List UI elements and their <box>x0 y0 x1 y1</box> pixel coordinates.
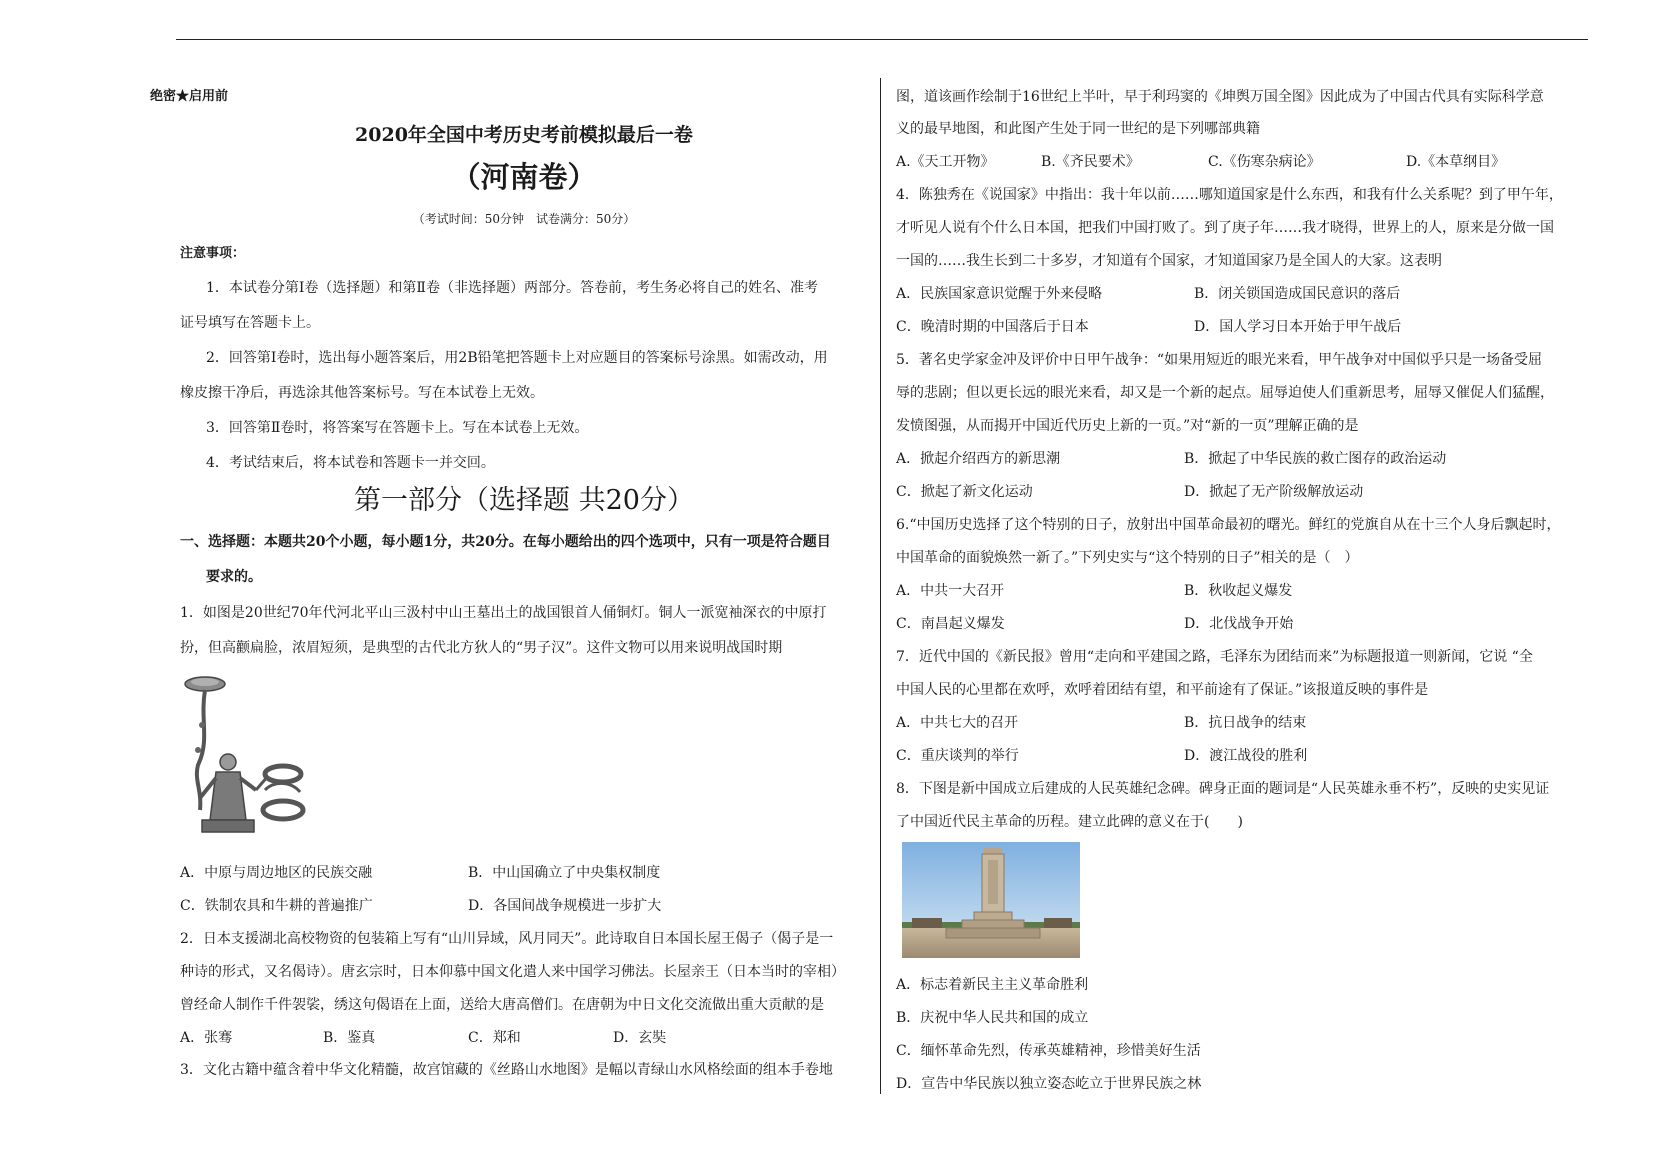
q3-line-2: 图，道该画作绘制于16世纪上半叶，早于利玛窦的《坤舆万国全图》因此成为了中国古代具有实际科学意 <box>896 89 1544 105</box>
exam-title: 2020年全国中考历史考前模拟最后一卷 <box>355 124 693 146</box>
notes-heading: 注意事项： <box>180 246 246 261</box>
q4-line-3: 一国的……我生长到二十多岁，才知道有个国家，才知道国家乃是全国人的大家。这表明 <box>896 253 1442 269</box>
q6-line-1: 6.“中国历史选择了这个特别的日子，放射出中国革命最初的曙光。鲜红的党旗自从在十三个人身后飘起时， <box>896 517 1561 533</box>
q4-option-b: B．闭关锁国造成国民意识的落后 <box>1194 286 1401 302</box>
top-rule <box>176 39 1588 40</box>
note-1-line-2: 证号填写在答题卡上。 <box>180 315 320 331</box>
q1-option-a: A．中原与周边地区的民族交融 <box>180 865 373 881</box>
q7-line-2: 中国人民的心里都在欢呼，欢呼着团结有望，和平前途有了保证。”该报道反映的事件是 <box>896 682 1429 698</box>
q6-option-a: A．中共一大召开 <box>896 583 1005 599</box>
q4-option-c: C．晚清时期的中国落后于日本 <box>896 319 1089 335</box>
section-instructions-line-1: 一、选择题：本题共20个小题，每小题1分，共20分。在每小题给出的四个选项中，只有一项是符合题目 <box>180 534 831 550</box>
q1-line-1: 1．如图是20世纪70年代河北平山三汲村中山王墓出土的战国银首人俑铜灯。铜人一派宽袖深衣的中原打 <box>180 605 827 621</box>
q5-line-2: 辱的悲剧；但以更长远的眼光来看，却又是一个新的起点。屈辱迫使人们重新思考，屈辱又催促人们猛醒， <box>896 385 1554 401</box>
q1-option-d: D．各国间战争规模进一步扩大 <box>468 898 662 914</box>
exam-subtitle: （河南卷） <box>451 160 597 194</box>
q2-option-d: D．玄奘 <box>613 1030 667 1046</box>
note-2-line-2: 橡皮擦干净后，再选涂其他答案标号。写在本试卷上无效。 <box>180 385 544 401</box>
q1-option-b: B．中山国确立了中央集权制度 <box>468 865 661 881</box>
note-1-line-1: 1．本试卷分第Ⅰ卷（选择题）和第Ⅱ卷（非选择题）两部分。答卷前，考生务必将自己的姓名、准考 <box>206 280 818 296</box>
q5-option-a: A．掀起介绍西方的新思潮 <box>896 451 1061 467</box>
q5-line-1: 5．著名史学家金冲及评价中日甲午战争：“如果用短近的眼光来看，甲午战争对中国似乎只是一场备受屈 <box>896 352 1543 368</box>
q5-line-3: 发愤图强，从而揭开中国近代历史上新的一页。”对“新的一页”理解正确的是 <box>896 418 1359 434</box>
q3-option-b: B.《齐民要术》 <box>1041 154 1140 170</box>
q8-option-c: C．缅怀革命先烈，传承英雄精神，珍惜美好生活 <box>896 1043 1201 1059</box>
q4-line-1: 4．陈独秀在《说国家》中指出：我十年以前……哪知道国家是什么东西，和我有什么关系呢？到了甲午年， <box>896 187 1563 203</box>
q8-option-a: A．标志着新民主主义革命胜利 <box>896 977 1089 993</box>
q4-option-d: D．国人学习日本开始于甲午战后 <box>1194 319 1402 335</box>
q5-option-c: C．掀起了新文化运动 <box>896 484 1033 500</box>
q6-option-c: C．南昌起义爆发 <box>896 616 1005 632</box>
note-4: 4．考试结束后，将本试卷和答题卡一并交回。 <box>206 455 495 471</box>
section-instructions-line-2: 要求的。 <box>206 569 262 585</box>
q8-option-b: B．庆祝中华人民共和国的成立 <box>896 1010 1089 1026</box>
q7-option-c: C．重庆谈判的举行 <box>896 748 1019 764</box>
q5-option-d: D．掀起了无产阶级解放运动 <box>1184 484 1364 500</box>
q2-line-2: 种诗的形式，又名偈诗）。唐玄宗时，日本仰慕中国文化遣人来中国学习佛法。长屋亲王（日本当时的宰相） <box>180 964 845 980</box>
q1-option-c: C．铁制农具和牛耕的普遍推广 <box>180 898 373 914</box>
bronze-lamp-figure <box>180 670 310 840</box>
q2-option-b: B．鉴真 <box>323 1030 376 1046</box>
q3-option-c: C.《伤寒杂病论》 <box>1208 154 1321 170</box>
q7-option-d: D．渡江战役的胜利 <box>1184 748 1308 764</box>
q8-line-2: 了中国近代民主革命的历程。建立此碑的意义在于( ) <box>896 814 1243 830</box>
q8-line-1: 8．下图是新中国成立后建成的人民英雄纪念碑。碑身正面的题词是“人民英雄永垂不朽”，反映的史实见证 <box>896 781 1550 797</box>
q3-option-d: D.《本草纲目》 <box>1406 154 1506 170</box>
q7-option-b: B．抗日战争的结束 <box>1184 715 1307 731</box>
exam-info: （考试时间：50分钟 试卷满分：50分） <box>412 212 636 226</box>
secret-label: 绝密★启用前 <box>150 89 229 104</box>
column-divider <box>880 78 881 1094</box>
q3-line-1: 3．文化古籍中蕴含着中华文化精髓，故宫馆藏的《丝路山水地图》是幅以青绿山水风格绘面的组本手卷地 <box>180 1062 833 1078</box>
q6-line-2: 中国革命的面貌焕然一新了。”下列史实与“这个特别的日子”相关的是（ ） <box>896 550 1359 566</box>
q1-line-2: 扮，但高颧扁脸，浓眉短须，是典型的古代北方狄人的“男子汉”。这件文物可以用来说明战国时期 <box>180 640 783 656</box>
q6-option-d: D．北伐战争开始 <box>1184 616 1294 632</box>
q4-option-a: A．民族国家意识觉醒于外来侵略 <box>896 286 1103 302</box>
q2-line-1: 2．日本支援湖北高校物资的包装箱上写有“山川异域，风月同天”。此诗取自日本国长屋王偈子（偈子是一 <box>180 931 834 947</box>
part-one-title: 第一部分（选择题 共20分） <box>354 485 694 516</box>
q3-option-a: A.《天工开物》 <box>896 154 995 170</box>
q7-option-a: A．中共七大的召开 <box>896 715 1019 731</box>
q8-option-d: D．宣告中华民族以独立姿态屹立于世界民族之林 <box>896 1076 1202 1092</box>
q4-line-2: 才听见人说有个什么日本国，把我们中国打败了。到了庚子年……我才晓得，世界上的人，原来是分做一国 <box>896 220 1554 236</box>
monument-photo <box>902 842 1080 958</box>
q2-option-c: C．郑和 <box>468 1030 521 1046</box>
q5-option-b: B．掀起了中华民族的救亡图存的政治运动 <box>1184 451 1447 467</box>
q2-line-3: 曾经命人制作千件袈裟，绣这句偈语在上面，送给大唐高僧们。在唐朝为中日文化交流做出重大贡献的是 <box>180 997 824 1013</box>
q6-option-b: B．秋收起义爆发 <box>1184 583 1293 599</box>
note-3: 3．回答第Ⅱ卷时，将答案写在答题卡上。写在本试卷上无效。 <box>206 420 589 436</box>
q7-line-1: 7．近代中国的《新民报》曾用“走向和平建国之路，毛泽东为团结而来”为标题报道一则新闻，它说 “全 <box>896 649 1533 665</box>
note-2-line-1: 2．回答第Ⅰ卷时，选出每小题答案后，用2B铅笔把答题卡上对应题目的答案标号涂黑。如需改动，用 <box>206 350 828 366</box>
q2-option-a: A．张骞 <box>180 1030 233 1046</box>
q3-line-3: 义的最早地图，和此图产生处于同一世纪的是下列哪部典籍 <box>896 121 1260 137</box>
